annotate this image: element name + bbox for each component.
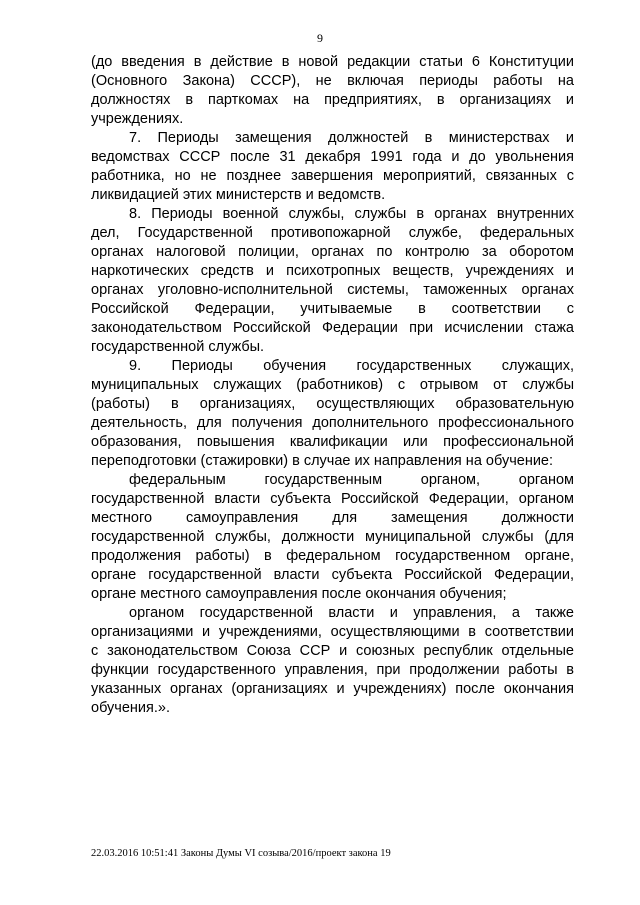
text-line: ведомствах СССР после 31 декабря 1991 года и до увольнения	[91, 149, 574, 165]
text-line: наркотических средств и психотропных веществ, учреждениях и	[91, 263, 574, 279]
paragraph	[91, 357, 574, 471]
text-line: органом государственной власти и управления, а также	[129, 605, 574, 621]
text-line: образования, повышения квалификации или профессиональной	[91, 434, 574, 450]
text-line: (работы) в организациях, осуществляющих образовательную	[91, 396, 574, 412]
text-line: работника, но не позднее завершения мероприятий, связанных с	[91, 168, 574, 184]
text-line: муниципальных служащих (работников) с отрывом от службы	[91, 377, 574, 393]
text-line: законодательством Российской Федерации при исчислении стажа	[91, 320, 574, 336]
paragraph	[91, 604, 574, 718]
text-line: государственной службы, должности муниципальной службы (для	[91, 529, 574, 545]
document-footer: 22.03.2016 10:51:41 Законы Думы VI созыва/2016/проект закона 19	[91, 848, 391, 859]
text-line: должностях в парткомах на предприятиях, в организациях и	[91, 92, 574, 108]
paragraph	[91, 471, 574, 604]
text-line: (до введения в действие в новой редакции статьи 6 Конституции	[91, 54, 574, 70]
paragraph	[91, 53, 574, 129]
text-line: ликвидацией этих министерств и ведомств.	[91, 187, 386, 203]
text-line: Российской Федерации, учитываемые в соответствии с	[91, 301, 574, 317]
text-line: с законодательством Союза ССР и союзных республик отдельные	[91, 643, 574, 659]
text-line: федеральным государственным органом, органом	[129, 472, 574, 488]
text-line: местного самоуправления для замещения должности	[91, 510, 574, 526]
document-body	[91, 53, 574, 718]
text-line: органах уголовно-исполнительной системы, таможенных органах	[91, 282, 574, 298]
text-line: организациями и учреждениями, осуществляющими в соответствии	[91, 624, 574, 640]
text-line: органах налоговой полиции, органах по контролю за оборотом	[91, 244, 574, 260]
text-line: дел, Государственной противопожарной службе, федеральных	[91, 225, 574, 241]
text-line: органе государственной власти субъекта Российской Федерации,	[91, 567, 574, 583]
paragraph	[91, 129, 574, 205]
text-line: указанных органах (организациях и учреждениях) после окончания	[91, 681, 574, 697]
text-line: государственной службы.	[91, 339, 265, 355]
page-number: 9	[317, 31, 323, 45]
text-line: (Основного Закона) СССР), не включая периоды работы на	[91, 73, 574, 89]
text-line: деятельность, для получения дополнительного профессионального	[91, 415, 574, 431]
text-line: переподготовки (стажировки) в случае их направления на обучение:	[91, 453, 554, 469]
text-line: продолжения работы) в федеральном государственном органе,	[91, 548, 574, 564]
text-line: 7. Периоды замещения должностей в министерствах и	[129, 130, 574, 146]
text-line: учреждениях.	[91, 111, 184, 127]
text-line: 8. Периоды военной службы, службы в органах внутренних	[129, 206, 574, 222]
text-line: функции государственного управления, при продолжении работы в	[91, 662, 574, 678]
text-line: 9. Периоды обучения государственных служащих,	[129, 358, 574, 374]
text-line: органе местного самоуправления после окончания обучения;	[91, 586, 507, 602]
paragraph	[91, 205, 574, 357]
text-line: государственной власти субъекта Российской Федерации, органом	[91, 491, 574, 507]
text-line: обучения.».	[91, 700, 170, 716]
